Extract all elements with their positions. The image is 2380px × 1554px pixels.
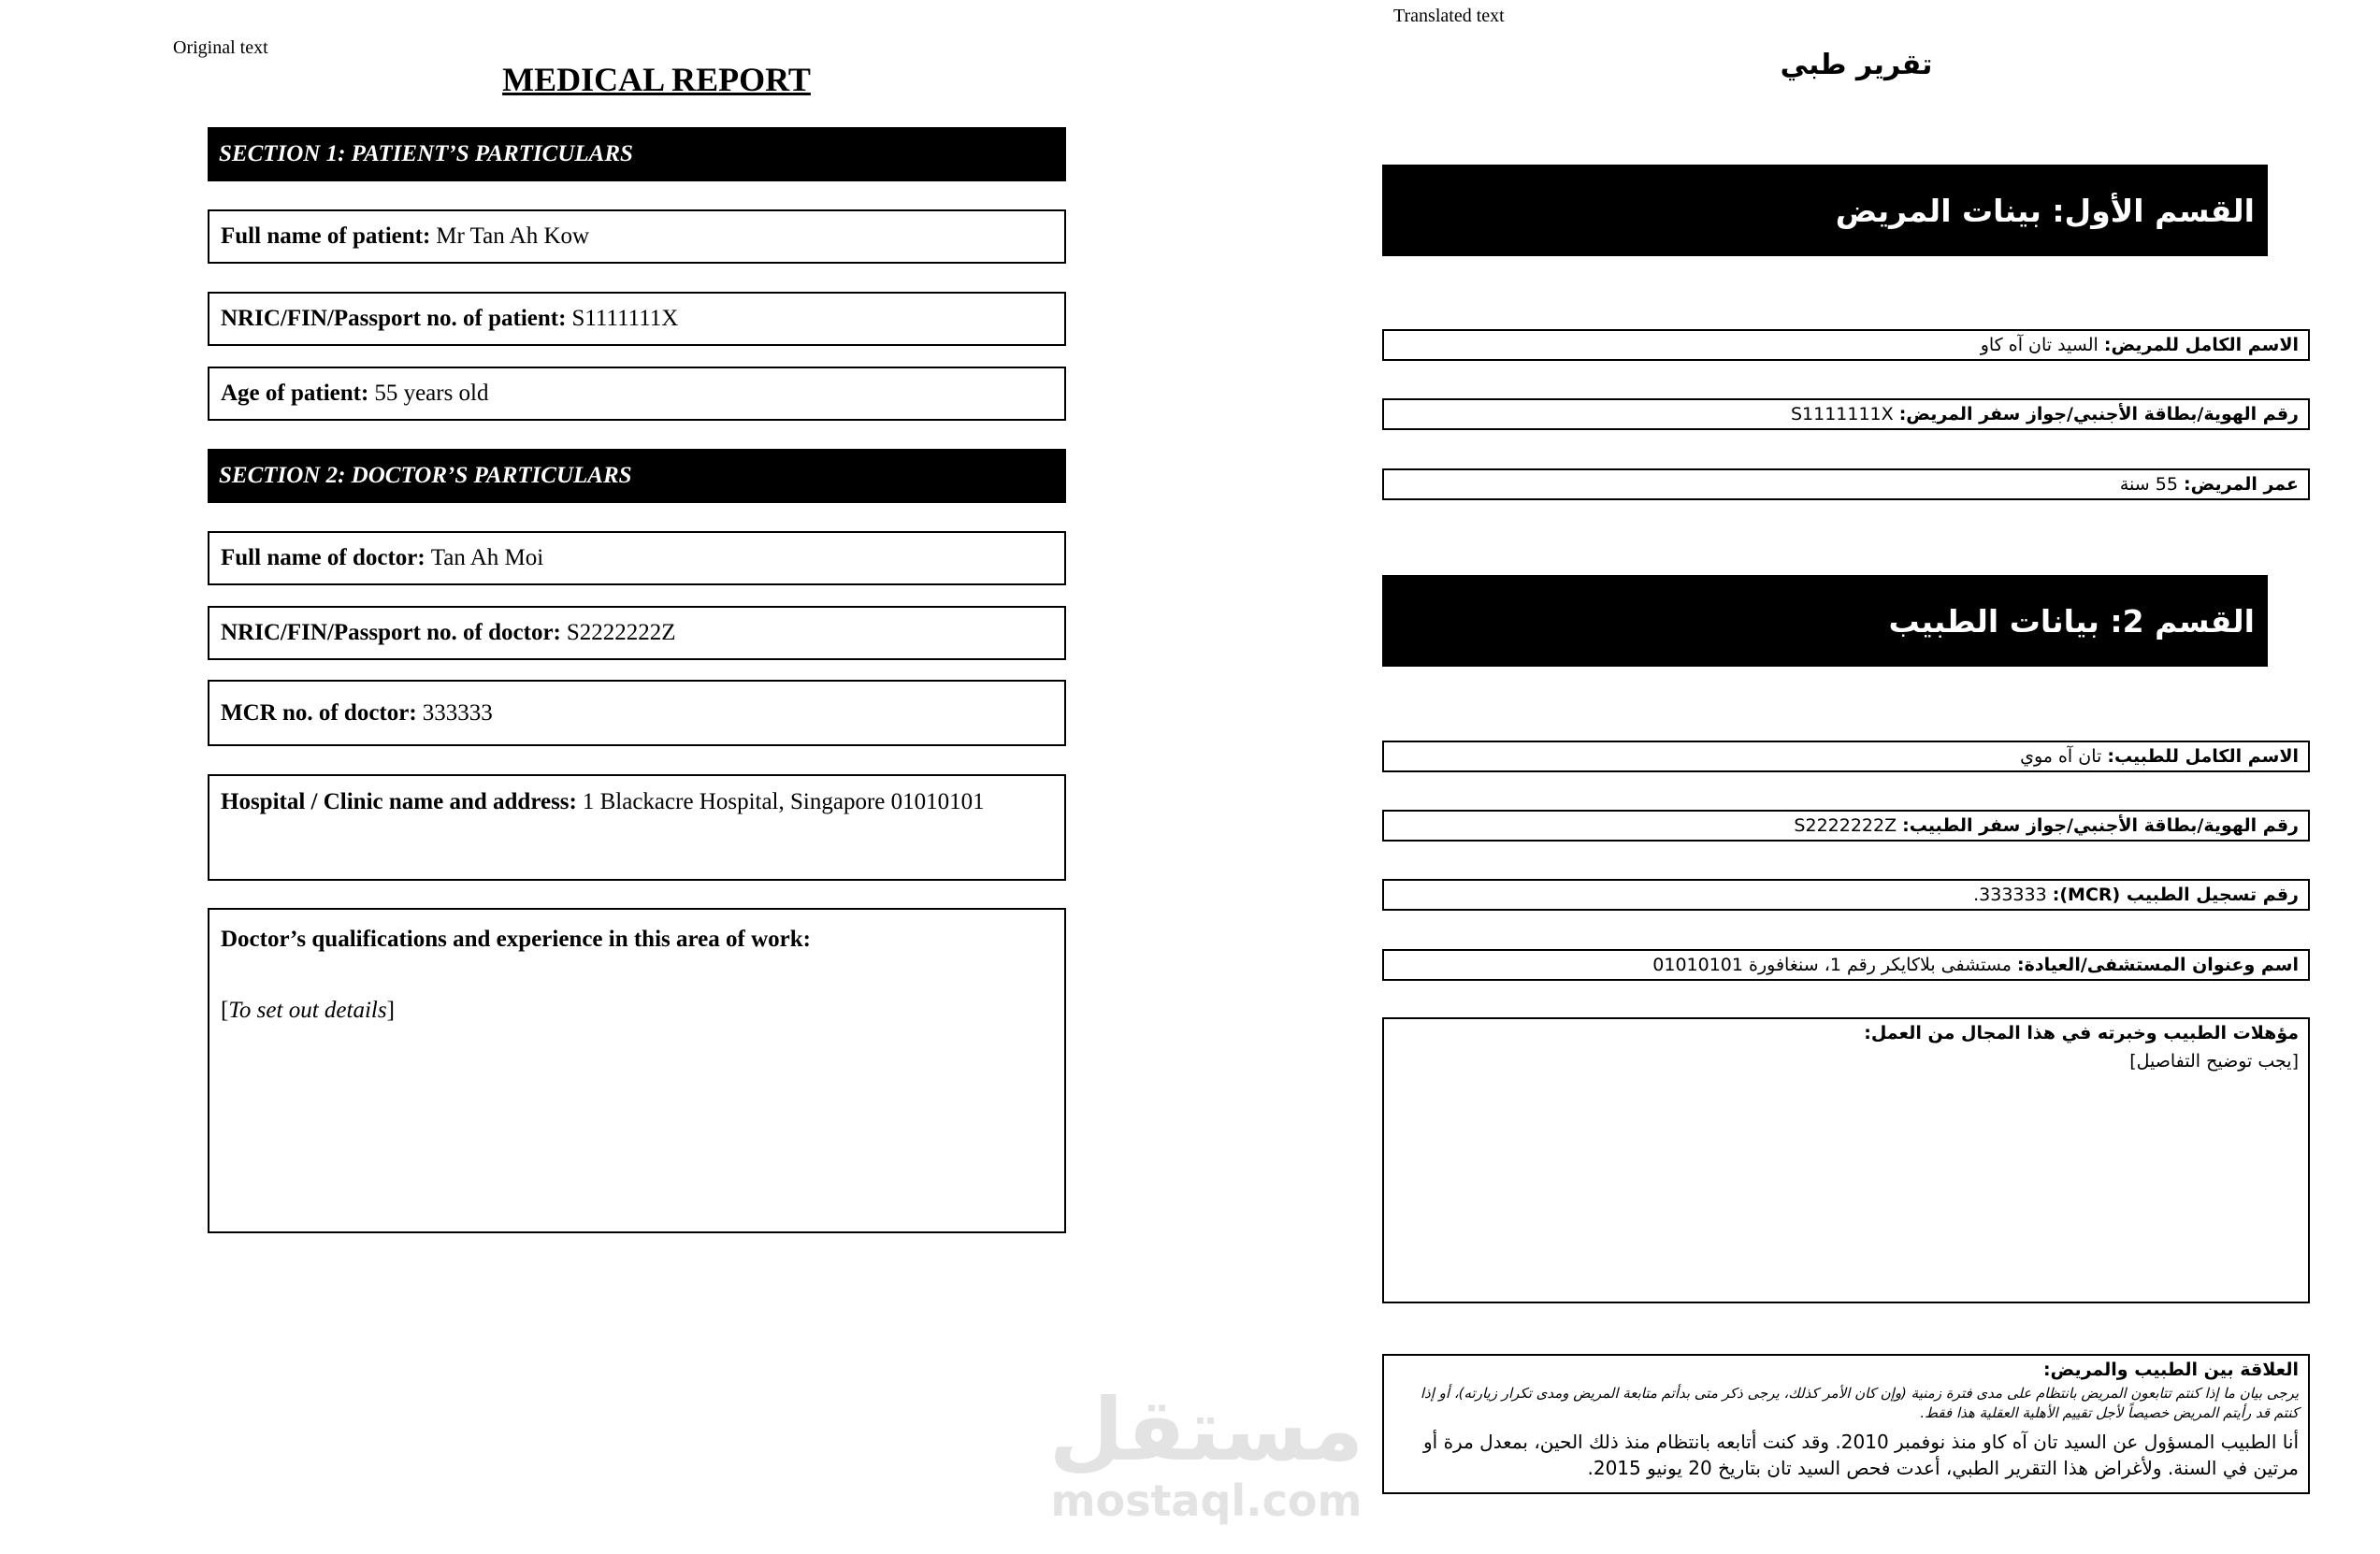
arabic-section1-header [1382,165,2268,256]
qualifications-label: Doctor’s qualifications and experience in this area of work: [221,927,811,952]
arabic-relationship-field [1382,1354,2310,1494]
section2-title: SECTION 2: DOCTOR’S PARTICULARS [219,463,632,488]
doctor-id-field [208,606,1066,660]
arabic-relationship-label: العلاقة بين الطبيب والمريض: [2042,1360,2299,1380]
arabic-doctor-id-label: رقم الهوية/بطاقة الأجنبي/جواز سفر الطبيب: [1902,815,2299,836]
arabic-doctor-name-value: تان آه موي [2020,746,2102,767]
hospital-value: 1 Blackacre Hospital, Singapore 01010101 [582,789,985,814]
patient-age-label: Age of patient: [221,381,369,406]
watermark-arabic: مستقل [1048,1380,1364,1480]
arabic-section1-title: القسم الأول: بينات المريض [1835,192,2255,229]
arabic-relationship-body: أنا الطبيب المسؤول عن السيد تان آه كاو منذ نوفمبر 2010. وقد كنت أتابعه بانتظام منذ ذلك الحين، بمعدل مرة أو مرتين في السنة. ولأغراض هذا التقرير الطبي، أعدت فحص السيد تان بتاريخ 20 يونيو 2015. [1423,1431,2299,1479]
patient-id-field [208,292,1066,346]
mcr-field [208,680,1066,746]
arabic-patient-id-value: S1111111X [1790,404,1894,424]
watermark-latin: mostaql.com [1050,1475,1363,1526]
arabic-doctor-id-value: S2222222Z [1794,815,1897,836]
arabic-patient-name-label: الاسم الكامل للمريض: [2103,335,2299,355]
qualifications-placeholder: [To set out details] [221,998,395,1023]
original-caption: Original text [173,37,268,58]
arabic-doctor-name-field [1382,741,2310,772]
patient-name-value: Mr Tan Ah Kow [436,223,590,249]
arabic-mcr-field [1382,879,2310,911]
arabic-mcr-label: رقم تسجيل الطبيب (MCR): [2052,885,2299,905]
arabic-hospital-value: مستشفى بلاكايكر رقم 1، سنغافورة 01010101 [1652,955,2012,975]
arabic-patient-age-label: عمر المريض: [2183,474,2299,495]
doctor-name-value: Tan Ah Moi [430,545,544,570]
arabic-patient-id-label: رقم الهوية/بطاقة الأجنبي/جواز سفر المريض: [1898,404,2299,424]
patient-id-label: NRIC/FIN/Passport no. of patient: [221,306,567,331]
mcr-value: 333333 [422,699,493,726]
arabic-patient-age-value: 55 سنة [2119,474,2178,495]
arabic-report-title: تقرير طبي [1780,49,1933,81]
section2-header [208,449,1066,503]
arabic-patient-id-field [1382,398,2310,430]
arabic-patient-age-field [1382,468,2310,500]
arabic-doctor-id-field [1382,810,2310,842]
arabic-patient-name-field [1382,329,2310,361]
translated-caption: Translated text [1393,6,1505,26]
arabic-hospital-label: اسم وعنوان المستشفى/العيادة: [2017,955,2299,975]
mcr-label: MCR no. of doctor: [221,699,417,726]
doctor-id-label: NRIC/FIN/Passport no. of doctor: [221,620,561,645]
hospital-label: Hospital / Clinic name and address: [221,789,577,814]
arabic-relationship-note: يرجى بيان ما إذا كنتم تتابعون المريض بانتظام على مدى فترة زمنية (وإن كان الأمر كذلك، يرجى ذكر متى بدأتم متابعة المريض ومدى تكرار زيارته)، أو إذا كنتم قد رأيتم المريض خصيصاً لأجل تقييم الأهلية العقلية هذا فقط. [1420,1385,2299,1421]
doctor-id-value: S2222222Z [566,620,676,645]
patient-name-field [208,209,1066,264]
report-title: MEDICAL REPORT [502,61,811,98]
arabic-section2-title: القسم 2: بيانات الطبيب [1888,602,2255,640]
hospital-field [208,774,1066,881]
patient-age-value: 55 years old [374,381,489,406]
qualifications-field [208,908,1066,1233]
arabic-doctor-name-label: الاسم الكامل للطبيب: [2107,746,2299,767]
section1-header [208,127,1066,181]
arabic-qualifications-label: مؤهلات الطبيب وخبرته في هذا المجال من العمل: [1864,1023,2299,1043]
mostaql-watermark [1029,1380,1384,1543]
patient-age-field [208,367,1066,421]
doctor-name-field [208,531,1066,585]
arabic-mcr-value: 333333. [1973,885,2047,905]
arabic-patient-name-value: السيد تان آه كاو [1980,335,2099,355]
section1-title: SECTION 1: PATIENT’S PARTICULARS [219,141,633,166]
arabic-qualifications-placeholder: [يجب توضيح التفاصيل] [2129,1051,2299,1072]
arabic-qualifications-field [1382,1017,2310,1303]
arabic-hospital-field [1382,949,2310,981]
doctor-name-label: Full name of doctor: [221,545,426,570]
patient-id-value: S1111111X [571,306,679,331]
patient-name-label: Full name of patient: [221,223,431,249]
arabic-section2-header [1382,575,2268,667]
